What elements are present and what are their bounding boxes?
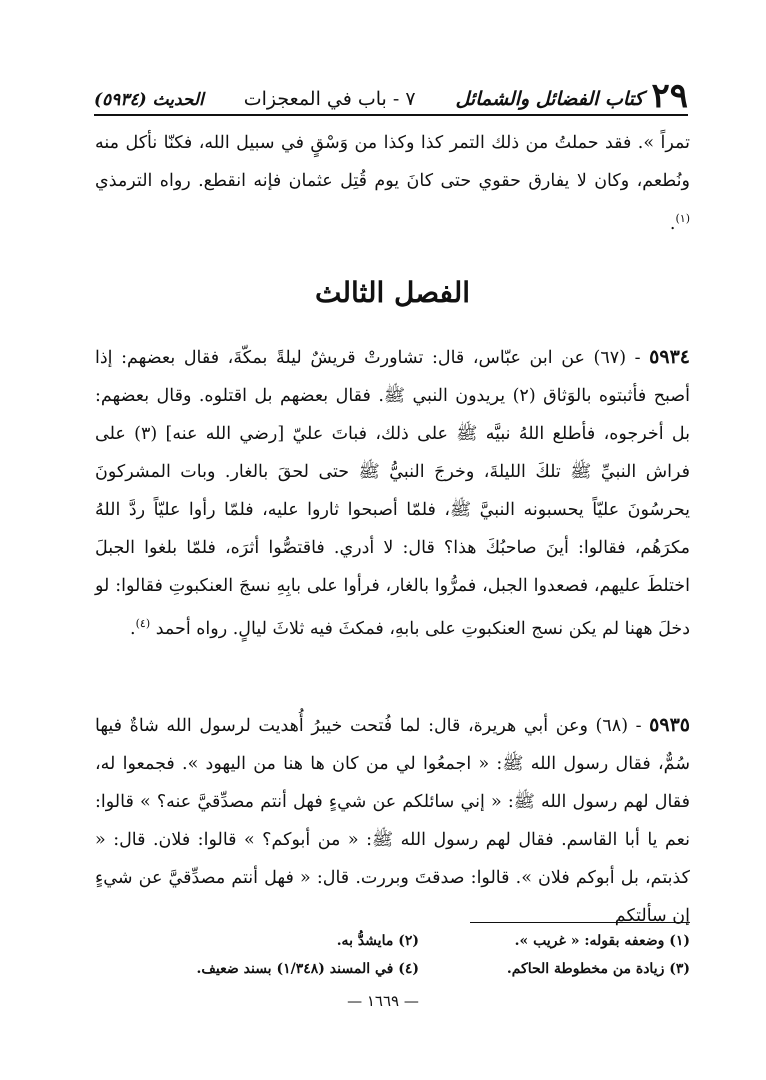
hadith-5935 <box>95 706 690 935</box>
page-footer-number: — ١٦٦٩ — <box>347 992 419 1010</box>
header-title-group <box>456 78 688 114</box>
page-number: ٢٩ <box>651 76 688 116</box>
hadith-text: - (٦٧) عن ابن عبّاس، قال: تشاورتْ قريشٌ ليلةً بمكّةَ، فقال بعضهم: إذا أصبح فأثبتوه بالوَثاق (٢) يريدون النبي ﷺ. فقال بعضهم بل اقتلوه. وقال بعضهم: بل أخرجوه، فأطلع اللهُ نبيَّه ﷺ على ذلك، فباتَ عليّ [رضي الله عنه] (٣) على فراش النبيِّ ﷺ تلكَ الليلةَ، وخرجَ النبيُّ ﷺ حتى لحقَ بالغار. وبات المشركونَ يحرسُونَ عليّاً يحسبونه النبيَّ ﷺ، فلمّا أصبحوا ثاروا عليه، فلمّا رأوا عليّاً ردَّ اللهُ مكرَهُم، فقالوا: أينَ صاحبُكَ هذا؟ قال: لا أدري. فاقتصُّوا أثرَه، فلمّا بلغوا الجبلَ اختلطَ عليهم، فصعدوا الجبل، فمرُّوا بالغار، فرأوا على بابِهِ نسجَ العنكبوتِ فقالوا: لو دخلَ ههنا لم يكن نسج العنكبوتِ على بابهِ، فمكثَ فيه ثلاثَ ليالٍ. رواه أحمد <box>95 348 691 639</box>
chapter-title: ٧ - باب في المعجزات <box>243 88 416 110</box>
page-header <box>94 66 688 116</box>
section-title: الفصل الثالث <box>314 276 471 309</box>
hadith-number: ٥٩٣٥ <box>649 714 690 736</box>
footnote-marker: (١) <box>675 212 690 225</box>
hadith-text: - (٦٨) وعن أبي هريرة، قال: لما فُتحت خيبرُ أُهديت لرسول الله شاةٌ فيها سُمٌّ، فقال رسول الله ﷺ: « اجمعُوا لي من كان ها هنا من اليهود ». فجمعوا له، فقال لهم رسول الله ﷺ: « إني سائلكم عن شيءٍ فهل أنتم مصدِّقيَّ عنه؟ » قالوا: نعم يا أبا القاسم. فقال لهم رسول الله ﷺ: « من أبوكم؟ » قالوا: فلان. قال: « كذبتم، بل أبوكم فلان ». قالوا: صدقتَ وبررت. قال: « فهل أنتم مصدِّقيَّ عن شيءٍ إن سألتكم <box>95 716 690 926</box>
hadith-number: ٥٩٣٤ <box>649 346 690 368</box>
footnotes <box>170 928 690 982</box>
hadith-5934: ٥٩٣٤ - (٦٧) عن ابن عبّاس، قال: تشاورتْ قريشٌ ليلةً بمكّةَ، فقال بعضهم: إذا أصبح فأثبتوه بالوَثاق (٢) يريدون النبي ﷺ. فقال بعضهم بل اقتلوه. وقال بعضهم: بل أخرجوه، فأطلع اللهُ نبيَّه ﷺ على ذلك، فباتَ عليّ [رضي الله عنه] (٣) على فراش النبيِّ ﷺ تلكَ الليلةَ، وخرجَ النبيُّ ﷺ حتى لحقَ بالغار. وبات المشركونَ يحرسُونَ عليّاً يحسبونه النبيَّ ﷺ، فلمّا أصبحوا ثاروا عليه، فلمّا رأوا عليّاً ردَّ اللهُ مكرَهُم، فقالوا: أينَ صاحبُكَ هذا؟ قال: لا أدري. فاقتصُّوا أثرَه، فلمّا بلغوا الجبلَ اختلطَ عليهم، فصعدوا الجبل، فمرُّوا بالغار، فرأوا على بابِهِ نسجَ العنكبوتِ فقالوا: لو دخلَ ههنا لم يكن نسج العنكبوتِ على بابهِ، فمكثَ فيه ثلاثَ ليالٍ. رواه أحمد $^{(٤)}$. <box>95 346 691 639</box>
footnote-separator <box>470 922 690 923</box>
footnote-marker: (٤) <box>135 617 151 630</box>
footnote-1: (١) وضعفه بقوله: « غريب ». <box>514 933 690 949</box>
continued-paragraph: تمراً ». فقد حملتُ من ذلك التمر كذا وكذا من وَسْقٍ في سبيل الله، فكنّا نأكل منه ونُطعم، وكان لا يفارق حقوي حتى كانَ يوم قُتِل عثمان فإنه انقطع. رواه الترمذي $^{(١)}$. <box>95 133 690 234</box>
hadith-range: الحديث (٥٩٣٤) <box>94 90 204 110</box>
paragraph-text: تمراً ». فقد حملتُ من ذلك التمر كذا وكذا من وَسْقٍ في سبيل الله، فكنّا نأكل منه ونُطعم، وكان لا يفارق حقوي حتى كانَ يوم قُتِل عثمان فإنه انقطع. رواه الترمذي <box>95 133 690 191</box>
book-title: كتاب الفضائل والشمائل <box>455 88 644 110</box>
footnote-3: (٣) زيادة من مخطوطة الحاكم. <box>506 961 690 977</box>
footnote-4: (٤) في المسند (١/٣٤٨) بسند ضعيف. <box>196 961 419 977</box>
footnote-2: (٢) مايشدُّ به. <box>336 933 419 949</box>
